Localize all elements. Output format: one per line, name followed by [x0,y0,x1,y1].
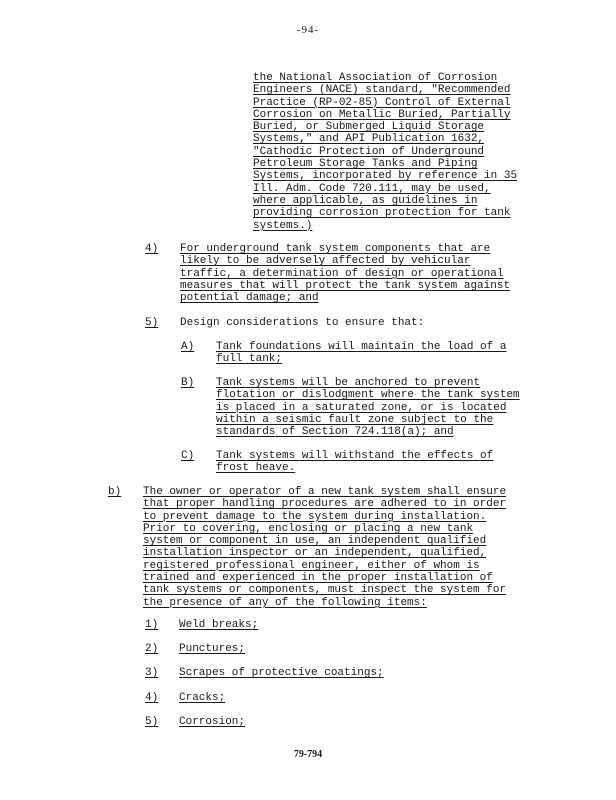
continuation-text: the National Association of Corrosion Engineers (NACE) standard, "Recommended Practice (RP-02-85) Control of External Corrosion on Metallic Buried, Partially Buried, or Submerged Liquid Storage Systems," and API Publication 1632, "Cathodic Protection of Underground Petroleum Storage Tanks and Piping Systems, incorporated by reference in 35 Ill. Adm. Code 720.111, may be used, where applicable, as guidelines in providing corrosion protection for tank systems.) [253,72,518,232]
document-footer-number: 79-794 [293,749,323,760]
subitem-a-text: Tank foundations will maintain the load of a full tank; [216,341,507,366]
list-item-2-marker: 2) [145,643,159,655]
list-item-3-text: Scrapes of protective coatings; [179,667,384,679]
item-5-marker: 5) [145,317,159,329]
section-b-marker: b) [108,486,122,498]
page-number: -94- [296,24,320,36]
subitem-b-marker: B) [181,377,195,389]
item-4-text: For underground tank system components that are likely to be adversely affected by vehicular traffic, a determination of design or operational measures that will protect the tank system against potential damage; and [180,243,511,305]
list-item-5-marker: 5) [145,716,159,728]
item-4-marker: 4) [145,243,159,255]
list-item-3-marker: 3) [145,667,159,679]
subitem-c-text: Tank systems will withstand the effects of frost heave. [216,450,494,475]
list-item-1-text: Weld breaks; [179,619,259,631]
list-item-5-text: Corrosion; [179,716,246,728]
subitem-c-marker: C) [181,450,195,462]
list-item-1-marker: 1) [145,619,159,631]
subitem-a-marker: A) [181,341,195,353]
list-item-4-marker: 4) [145,692,159,704]
item-5-text: Design considerations to ensure that: [180,317,425,329]
list-item-2-text: Punctures; [179,643,246,655]
subitem-b-text: Tank systems will be anchored to prevent flotation or dislodgment where the tank system is placed in a saturated zone, or is located within a seismic fault zone subject to the standards of Section 724.118(a); and [216,377,520,439]
section-b-text: The owner or operator of a new tank system shall ensure that proper handling procedures are adhered to in order to prevent damage to the system during installation. Prior to covering, enclosing or placing a new tank system or component in use, an independent qualified installation inspector or an independent, qualified, registered professional engineer, either of whom is trained and experienced in the proper installation of tank systems or components, must inspect the system for the presence of any of the following items: [143,486,507,609]
list-item-4-text: Cracks; [179,692,226,704]
